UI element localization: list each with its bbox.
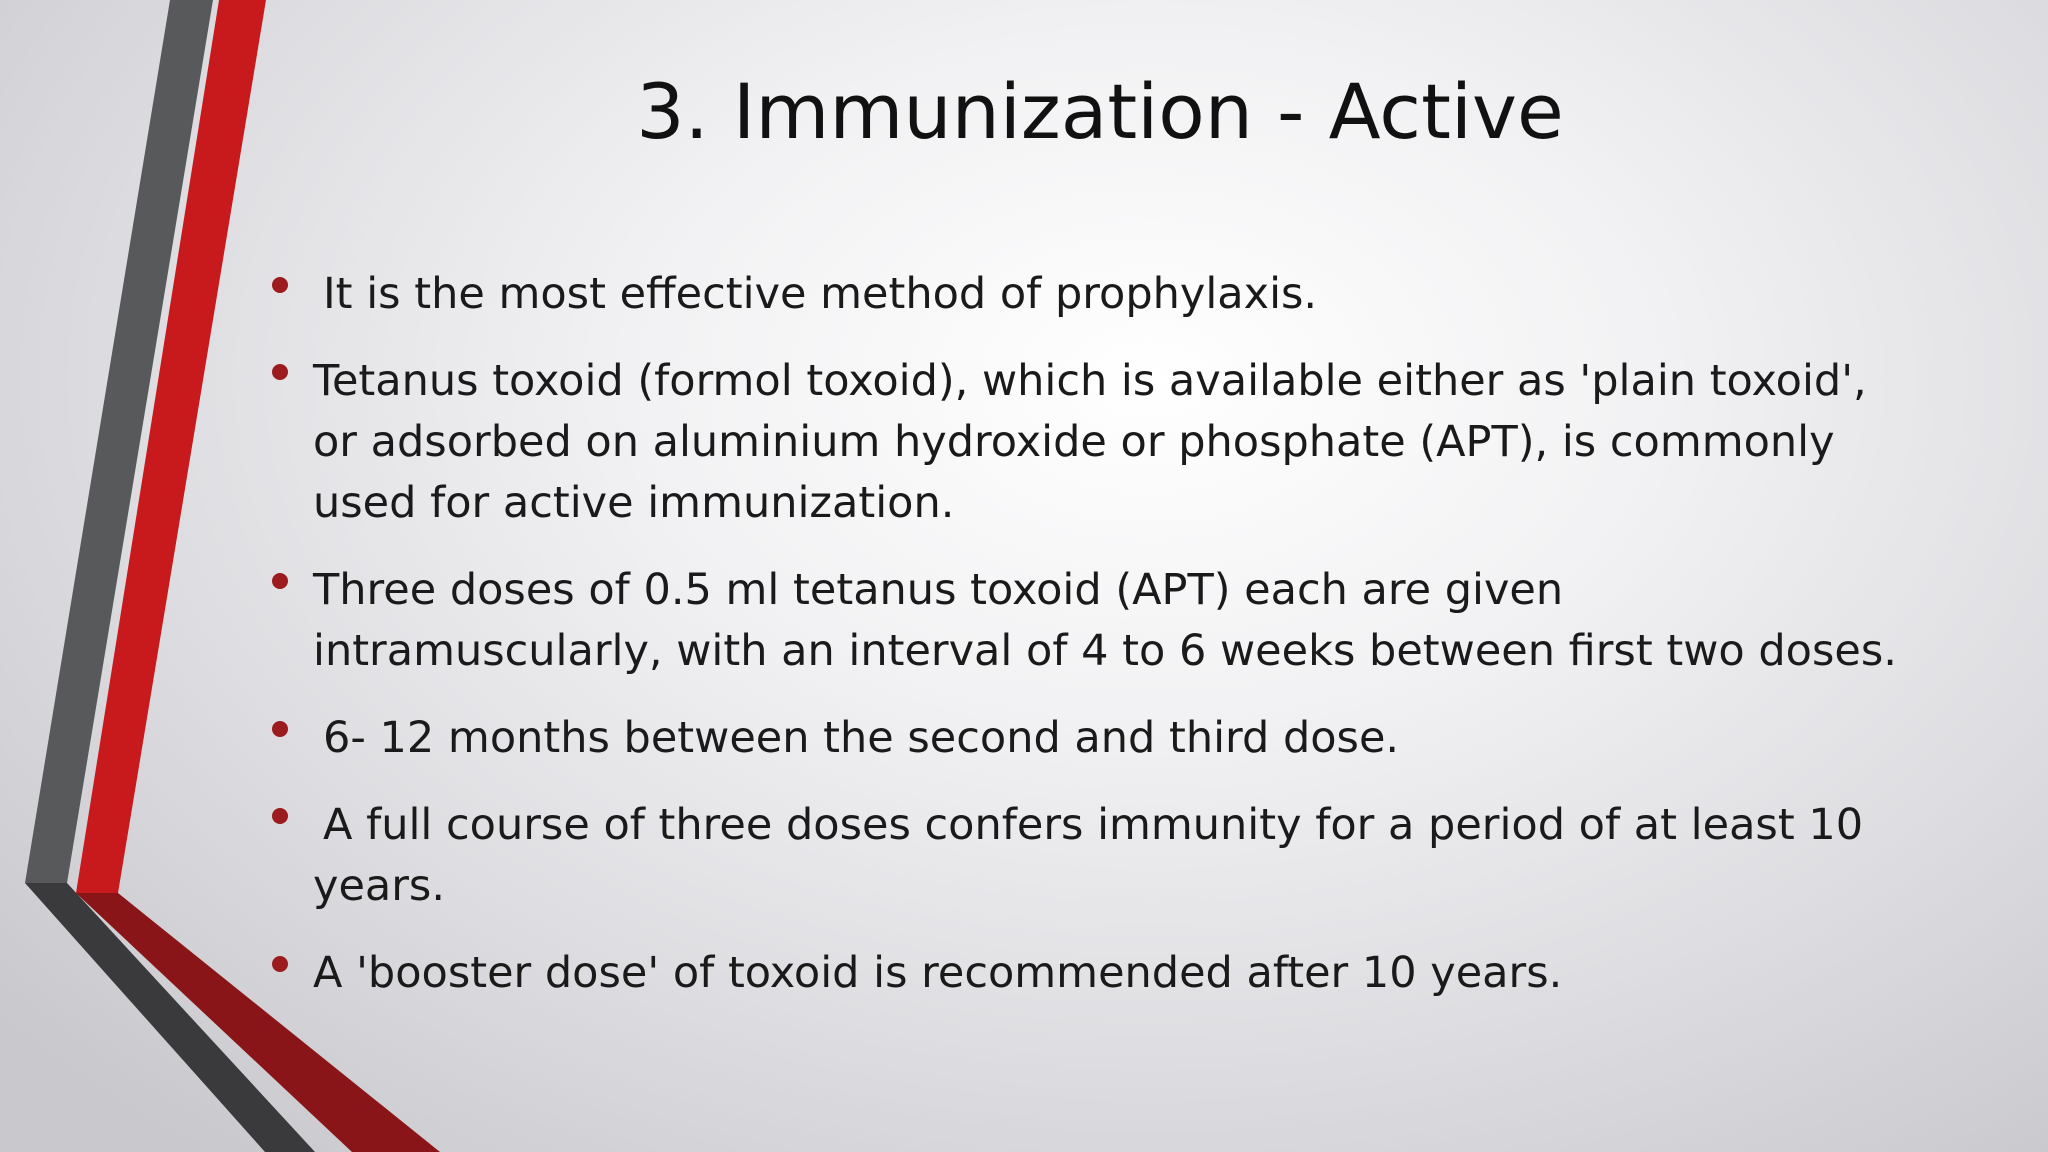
bullet-text: Three doses of 0.5 ml tetanus toxoid (APT) each are given intramuscularly, with an interval of 4 to 6 weeks between first two doses.: [313, 565, 1897, 676]
bullet-dot-icon: [272, 573, 288, 589]
bullet-dot-icon: [272, 364, 288, 380]
bullet-text: A full course of three doses confers immunity for a period of at least 10 years.: [313, 800, 1864, 911]
bullet-text: 6- 12 months between the second and third dose.: [323, 713, 1400, 763]
bullet-dot-icon: [272, 956, 288, 972]
bullet-text: A 'booster dose' of toxoid is recommended after 10 years.: [313, 948, 1563, 998]
bullet-text: Tetanus toxoid (formol toxoid), which is available either as 'plain toxoid', or adsorbed on aluminium hydroxide or phosphate (APT), is commonly used for active immunization.: [313, 356, 1867, 528]
bullet-item: [268, 943, 1908, 1004]
bullet-item: [268, 560, 1908, 682]
bullet-list: [268, 264, 1908, 1030]
bullet-dot-icon: [272, 808, 288, 824]
bullet-dot-icon: [272, 721, 288, 737]
bullet-item: [268, 795, 1908, 917]
bullet-text: It is the most effective method of prophylaxis.: [323, 269, 1318, 319]
bullet-item: [268, 264, 1908, 325]
slide-title: 3. Immunization - Active: [636, 67, 1564, 156]
bullet-item: [268, 708, 1908, 769]
bullet-item: [268, 351, 1908, 534]
bullet-dot-icon: [272, 277, 288, 293]
